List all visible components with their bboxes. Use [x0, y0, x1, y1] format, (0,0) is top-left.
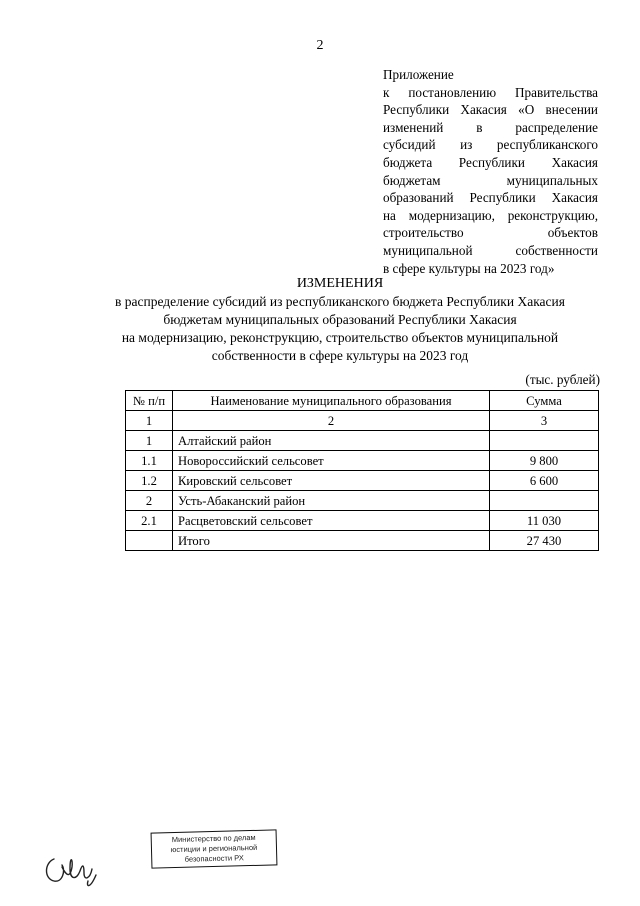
appendix-line: образований Республики Хакасия [383, 190, 598, 206]
row-number: 1 [126, 431, 173, 451]
row-amount [490, 431, 599, 451]
row-amount: 27 430 [490, 531, 599, 551]
handwritten-signature [40, 845, 110, 895]
appendix-line: бюджетам муниципальных [383, 172, 598, 188]
row-name: Новороссийский сельсовет [173, 451, 490, 471]
appendix-block [383, 66, 598, 277]
stamp-line: Министерство по делам [171, 832, 256, 845]
row-number: 1.1 [126, 451, 173, 471]
index-cell: 3 [490, 411, 599, 431]
document-title [90, 275, 590, 365]
appendix-line: в сфере культуры на 2023 год» [383, 260, 555, 276]
appendix-line: изменений в распределение [383, 119, 598, 135]
index-cell: 2 [173, 411, 490, 431]
table-row [126, 511, 599, 531]
table-row [126, 471, 599, 491]
row-amount: 11 030 [490, 511, 599, 531]
appendix-line: муниципальной собственности [383, 242, 598, 258]
appendix-line: Республики Хакасия «О внесении [383, 102, 598, 118]
row-name: Алтайский район [173, 431, 490, 451]
table-total-row [126, 531, 599, 551]
appendix-line: Приложение [383, 67, 454, 82]
title-heading: ИЗМЕНЕНИЯ [296, 276, 384, 291]
header-cell: № п/п [126, 391, 173, 411]
table-header-row [126, 391, 599, 411]
row-name: Усть-Абаканский район [173, 491, 490, 511]
appendix-line: бюджета Республики Хакасия [383, 154, 598, 170]
table-row [126, 431, 599, 451]
index-cell: 1 [126, 411, 173, 431]
row-name: Кировский сельсовет [173, 471, 490, 491]
subsidy-table [125, 390, 599, 551]
header-cell: Наименование муниципального образования [173, 391, 490, 411]
table-index-row [126, 411, 599, 431]
row-amount: 6 600 [490, 471, 599, 491]
table-row [126, 451, 599, 471]
table-row [126, 491, 599, 511]
row-number: 1.2 [126, 471, 173, 491]
title-line: на модернизацию, реконструкцию, строительство объектов муниципальной [121, 330, 559, 345]
page-number: 2 [316, 38, 324, 53]
header-cell: Сумма [490, 391, 599, 411]
title-line: собственности в сфере культуры на 2023 год [211, 348, 469, 363]
ministry-stamp [151, 829, 278, 868]
title-line: бюджетам муниципальных образований Республики Хакасия [163, 312, 517, 327]
appendix-line: строительство объектов [383, 225, 598, 241]
row-number: 2.1 [126, 511, 173, 531]
row-number [126, 531, 173, 551]
row-name: Расцветовский сельсовет [173, 511, 490, 531]
appendix-line: на модернизацию, реконструкцию, [383, 207, 598, 223]
row-amount [490, 491, 599, 511]
row-amount: 9 800 [490, 451, 599, 471]
row-number: 2 [126, 491, 173, 511]
units-label: (тыс. рублей) [525, 372, 600, 387]
stamp-line: безопасности РХ [184, 853, 244, 864]
stamp-line: юстиции и региональной [170, 842, 258, 855]
title-line: в распределение субсидий из республиканского бюджета Республики Хакасия [115, 294, 565, 309]
appendix-line: субсидий из республиканского [383, 137, 598, 153]
appendix-line: к постановлению Правительства [383, 84, 598, 100]
row-name: Итого [173, 531, 490, 551]
